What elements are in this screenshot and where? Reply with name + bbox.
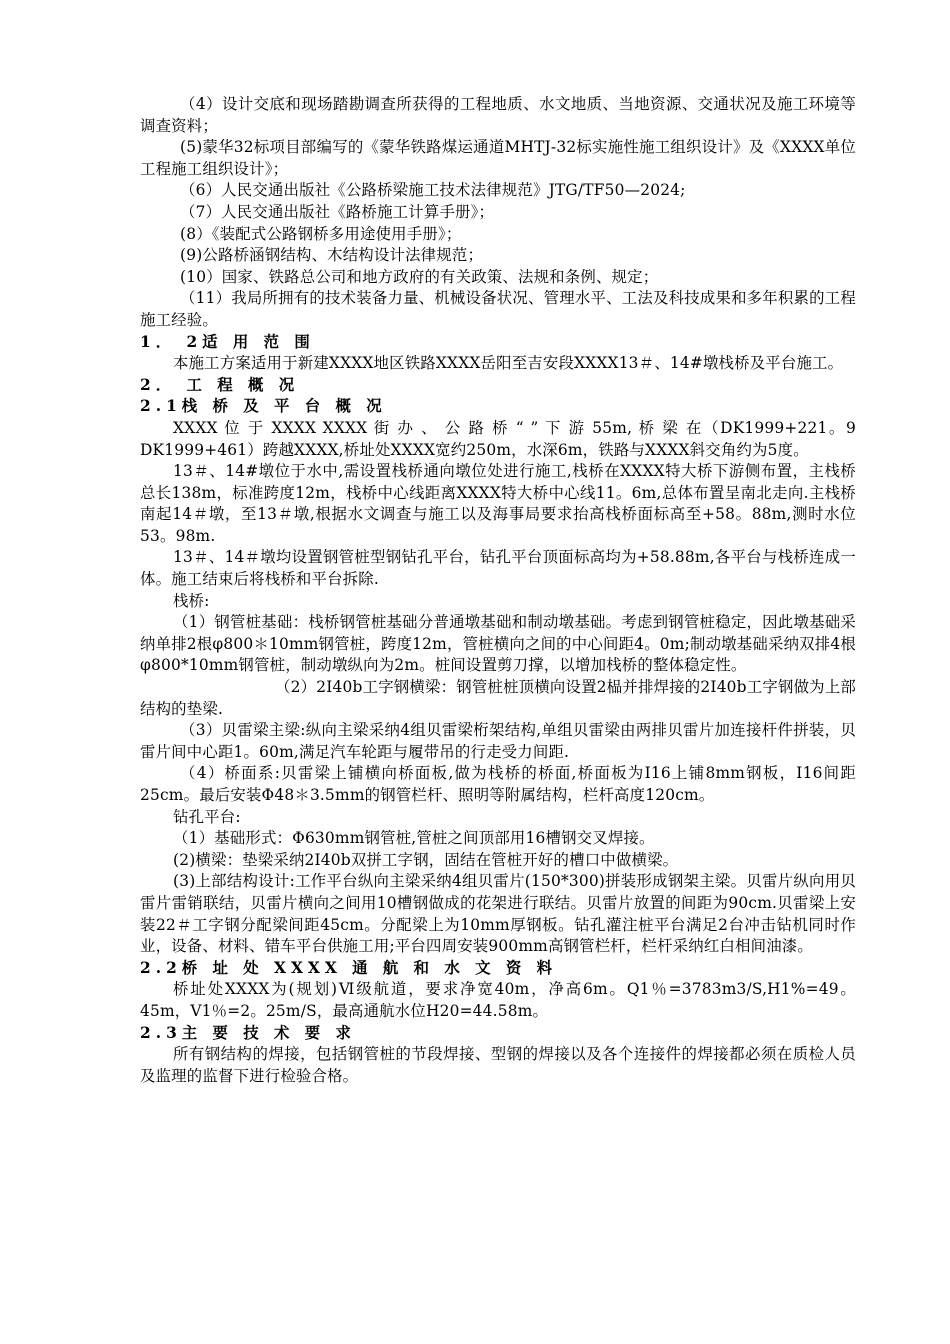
navigation-paragraph: 桥址处XXXX为(规划)Ⅵ级航道，要求净宽40m，净高6m。Q1％=3783m3/S,H1%=49。45m，V1％=2。25m/S，最高通航水位H20=44.58m。 [140, 980, 856, 1020]
platform-paragraph: 13＃、14＃墩均设置钢管桩型钢钻孔平台，钻孔平台顶面标高均为+58.88m,各平台与栈桥连成一体。施工结束后将栈桥和平台拆除. [140, 548, 856, 589]
subsection-heading-navigation-hydrology: 2.2桥 址 处 XXXX 通 航 和 水 文 资 料 [140, 958, 558, 977]
scope-paragraph: 本施工方案适用于新建XXXX地区铁路XXXX岳阳至吉安段XXXX13＃、14#墩栈桥及平台施工。 [173, 354, 844, 373]
platform-label: 钻孔平台: [173, 807, 241, 826]
trestle-label: 栈桥: [173, 591, 210, 610]
welding-paragraph: 所有钢结构的焊接，包括钢管桩的节段焊接、型钢的焊接以及各个连接件的焊接都必须在质检人员及监理的监督下进行检验合格。 [140, 1045, 856, 1085]
platform-item-1: （1）基础形式：Φ630mm钢管桩,管桩之间顶部用16槽钢交叉焊接。 [173, 829, 655, 848]
subsection-heading-technical-requirements: 2.3主 要 技 术 要 求 [140, 1023, 356, 1042]
trestle-layout-paragraph: 13＃、14#墩位于水中,需设置栈桥通向墩位处进行施工,栈桥在XXXX特大桥下游侧布置，主栈桥总长138m，标准跨度12m，栈桥中心线距离XXXX特大桥中心线11。6m,总体布置呈南北走向.主栈桥南起14＃墩，至13＃墩,根据水文调查与施工以及海事局要求抬高栈桥面标高至+58。88m,测时水位53。98m. [140, 462, 856, 545]
trestle-item-3: （3）贝雷梁主梁:纵向主梁采纳4组贝雷梁桁架结构,单组贝雷梁由两排贝雷片加连接杆件拼装，贝雷片间中心距1。60m,满足汽车轮距与履带吊的行走受力间距. [140, 721, 856, 761]
location-paragraph: XXXX 位 于 XXXX XXXX 街 办 、 公 路 桥 “ ” 下 游 55m, 桥 梁 在（DK1999+221。9 DK1999+461）跨越XXXX,桥址处XXXX宽约250m，水深6m，铁路与XXXX斜交角约为5度。 [140, 418, 856, 459]
document-page [140, 94, 856, 1087]
basis-item-7: （7）人民交通出版社《路桥施工计算手册》； [180, 202, 495, 221]
basis-item-10: (10）国家、铁路总公司和地方政府的有关政策、法规和条例、规定； [180, 267, 659, 286]
section-heading-overview: 2． 工 程 概 况 [140, 375, 300, 394]
basis-item-6: （6）人民交通出版社《公路桥梁施工技术法律规范》JTG/TF50—2024; [180, 181, 686, 200]
section-heading-scope: 1． 2适 用 范 围 [140, 332, 315, 351]
basis-item-4: （4）设计交底和现场踏勘调查所获得的工程地质、水文地质、当地资源、交通状况及施工环境等调查资料； [140, 95, 856, 135]
trestle-item-2: （2）2Ⅰ40b工字钢横梁：钢管桩桩顶横向设置2榀并排焊接的2Ⅰ40b工字钢做为上部结构的垫梁. [140, 678, 856, 718]
trestle-item-1: （1）钢管桩基础：栈桥钢管桩基础分普通墩基础和制动墩基础。考虑到钢管桩稳定，因此墩基础采纳单排2根φ800＊10mm钢管桩，跨度12m，管桩横向之间的中心间距4。0m;制动墩基础采纳双排4根φ800*10mm钢管桩，制动墩纵向为2m。桩间设置剪刀撑，以增加栈桥的整体稳定性。 [140, 613, 856, 675]
subsection-heading-trestle-platform: 2.1栈 桥 及 平 台 概 况 [140, 397, 387, 416]
platform-item-3: (3)上部结构设计:工作平台纵向主梁采纳4组贝雷片(150*300)拼装形成钢架主梁。贝雷片纵向用贝雷片雷销联结，贝雷片横向之间用10槽钢做成的花架进行联结。贝雷片放置的间距为90cm.贝雷梁上安装22＃工字钢分配梁间距45cm。分配梁上为10mm厚钢板。钻孔灌注桩平台满足2台冲击钻机同时作业，设备、材料、错车平台供施工用;平台四周安装900mm高钢管栏杆，栏杆采纳红白相间油漆。 [140, 872, 856, 956]
platform-item-2: (2)横梁：垫梁采纳2I40b双拼工字钢，固结在管桩开好的槽口中做横梁。 [173, 850, 679, 869]
basis-item-8: (8）《装配式公路钢桥多用途使用手册》； [180, 224, 462, 243]
trestle-item-4: （4）桥面系:贝雷梁上铺横向桥面板,做为栈桥的桥面,桥面板为I16上铺8mm钢板，I16间距25cm。最后安装Φ48＊3.5mm的钢管栏杆、照明等附属结构，栏杆高度120cm。 [140, 764, 856, 804]
basis-item-11: （11）我局所拥有的技术装备力量、机械设备状况、管理水平、工法及科技成果和多年积累的工程施工经验。 [140, 289, 856, 329]
basis-item-5: (5)蒙华32标项目部编写的《蒙华铁路煤运通道MHTJ-32标实施性施工组织设计》及《XXXX单位工程施工组织设计》； [140, 138, 856, 178]
basis-item-9: (9)公路桥涵钢结构、木结构设计法律规范； [180, 246, 484, 265]
